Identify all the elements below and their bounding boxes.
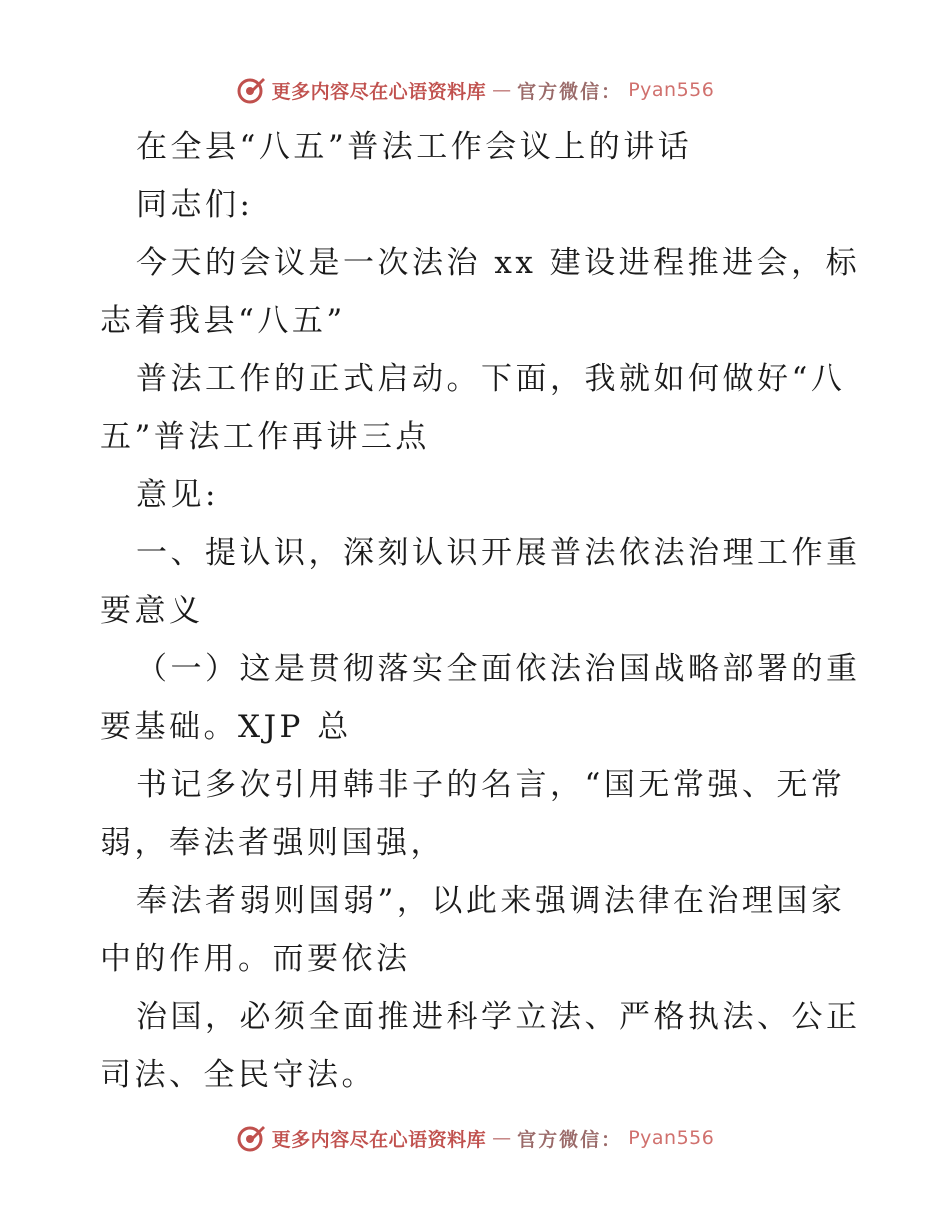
paragraph-line: 治国，必须全面推进科学立法、严格执法、公正 bbox=[136, 999, 861, 1035]
quill-seal-icon bbox=[236, 75, 266, 105]
document-title: 在全县“八五”普法工作会议上的讲话 bbox=[136, 129, 693, 165]
section-heading: 一、提认识，深刻认识开展普法依法治理工作重 bbox=[136, 535, 861, 571]
paragraph-line: 弱，奉法者强则国强， bbox=[100, 825, 445, 861]
paragraph-line: 意见: bbox=[136, 477, 219, 513]
paragraph-line: 今天的会议是一次法治 xx 建设进程推进会，标 bbox=[136, 245, 861, 281]
paragraph-line: 奉法者弱则国弱”，以此来强调法律在治理国家 bbox=[136, 883, 846, 919]
paragraph-line: 要基础。XJP 总 bbox=[100, 709, 352, 745]
watermark-wechat-id: Pyan556 bbox=[628, 1127, 715, 1149]
paragraph-line: 普法工作的正式启动。下面，我就如何做好“八 bbox=[136, 361, 846, 397]
watermark-separator: — bbox=[492, 1127, 512, 1149]
quill-seal-icon bbox=[236, 1123, 266, 1153]
subsection-heading: （一）这是贯彻落实全面依法治国战略部署的重 bbox=[136, 651, 861, 687]
watermark-site-text: 更多内容尽在心语资料库 bbox=[271, 1128, 487, 1151]
watermark-wechat-id: Pyan556 bbox=[628, 79, 715, 101]
document-body bbox=[100, 118, 861, 1104]
paragraph-line: 中的作用。而要依法 bbox=[100, 941, 411, 977]
watermark-site-text: 更多内容尽在心语资料库 bbox=[271, 80, 487, 103]
paragraph-line: 志着我县“八五” bbox=[100, 303, 346, 339]
section-heading: 要意义 bbox=[100, 593, 204, 629]
paragraph-line: 司法、全民守法。 bbox=[100, 1057, 376, 1093]
watermark-wechat-label: 官方微信： bbox=[517, 1128, 623, 1151]
watermark-separator: — bbox=[492, 79, 512, 101]
watermark-wechat-label: 官方微信： bbox=[517, 80, 623, 103]
header-watermark bbox=[0, 70, 950, 110]
paragraph-line: 五”普法工作再讲三点 bbox=[100, 419, 430, 455]
paragraph-line: 书记多次引用韩非子的名言，“国无常强、无常 bbox=[136, 767, 846, 803]
salutation: 同志们: bbox=[136, 187, 254, 223]
footer-watermark bbox=[0, 1118, 950, 1158]
